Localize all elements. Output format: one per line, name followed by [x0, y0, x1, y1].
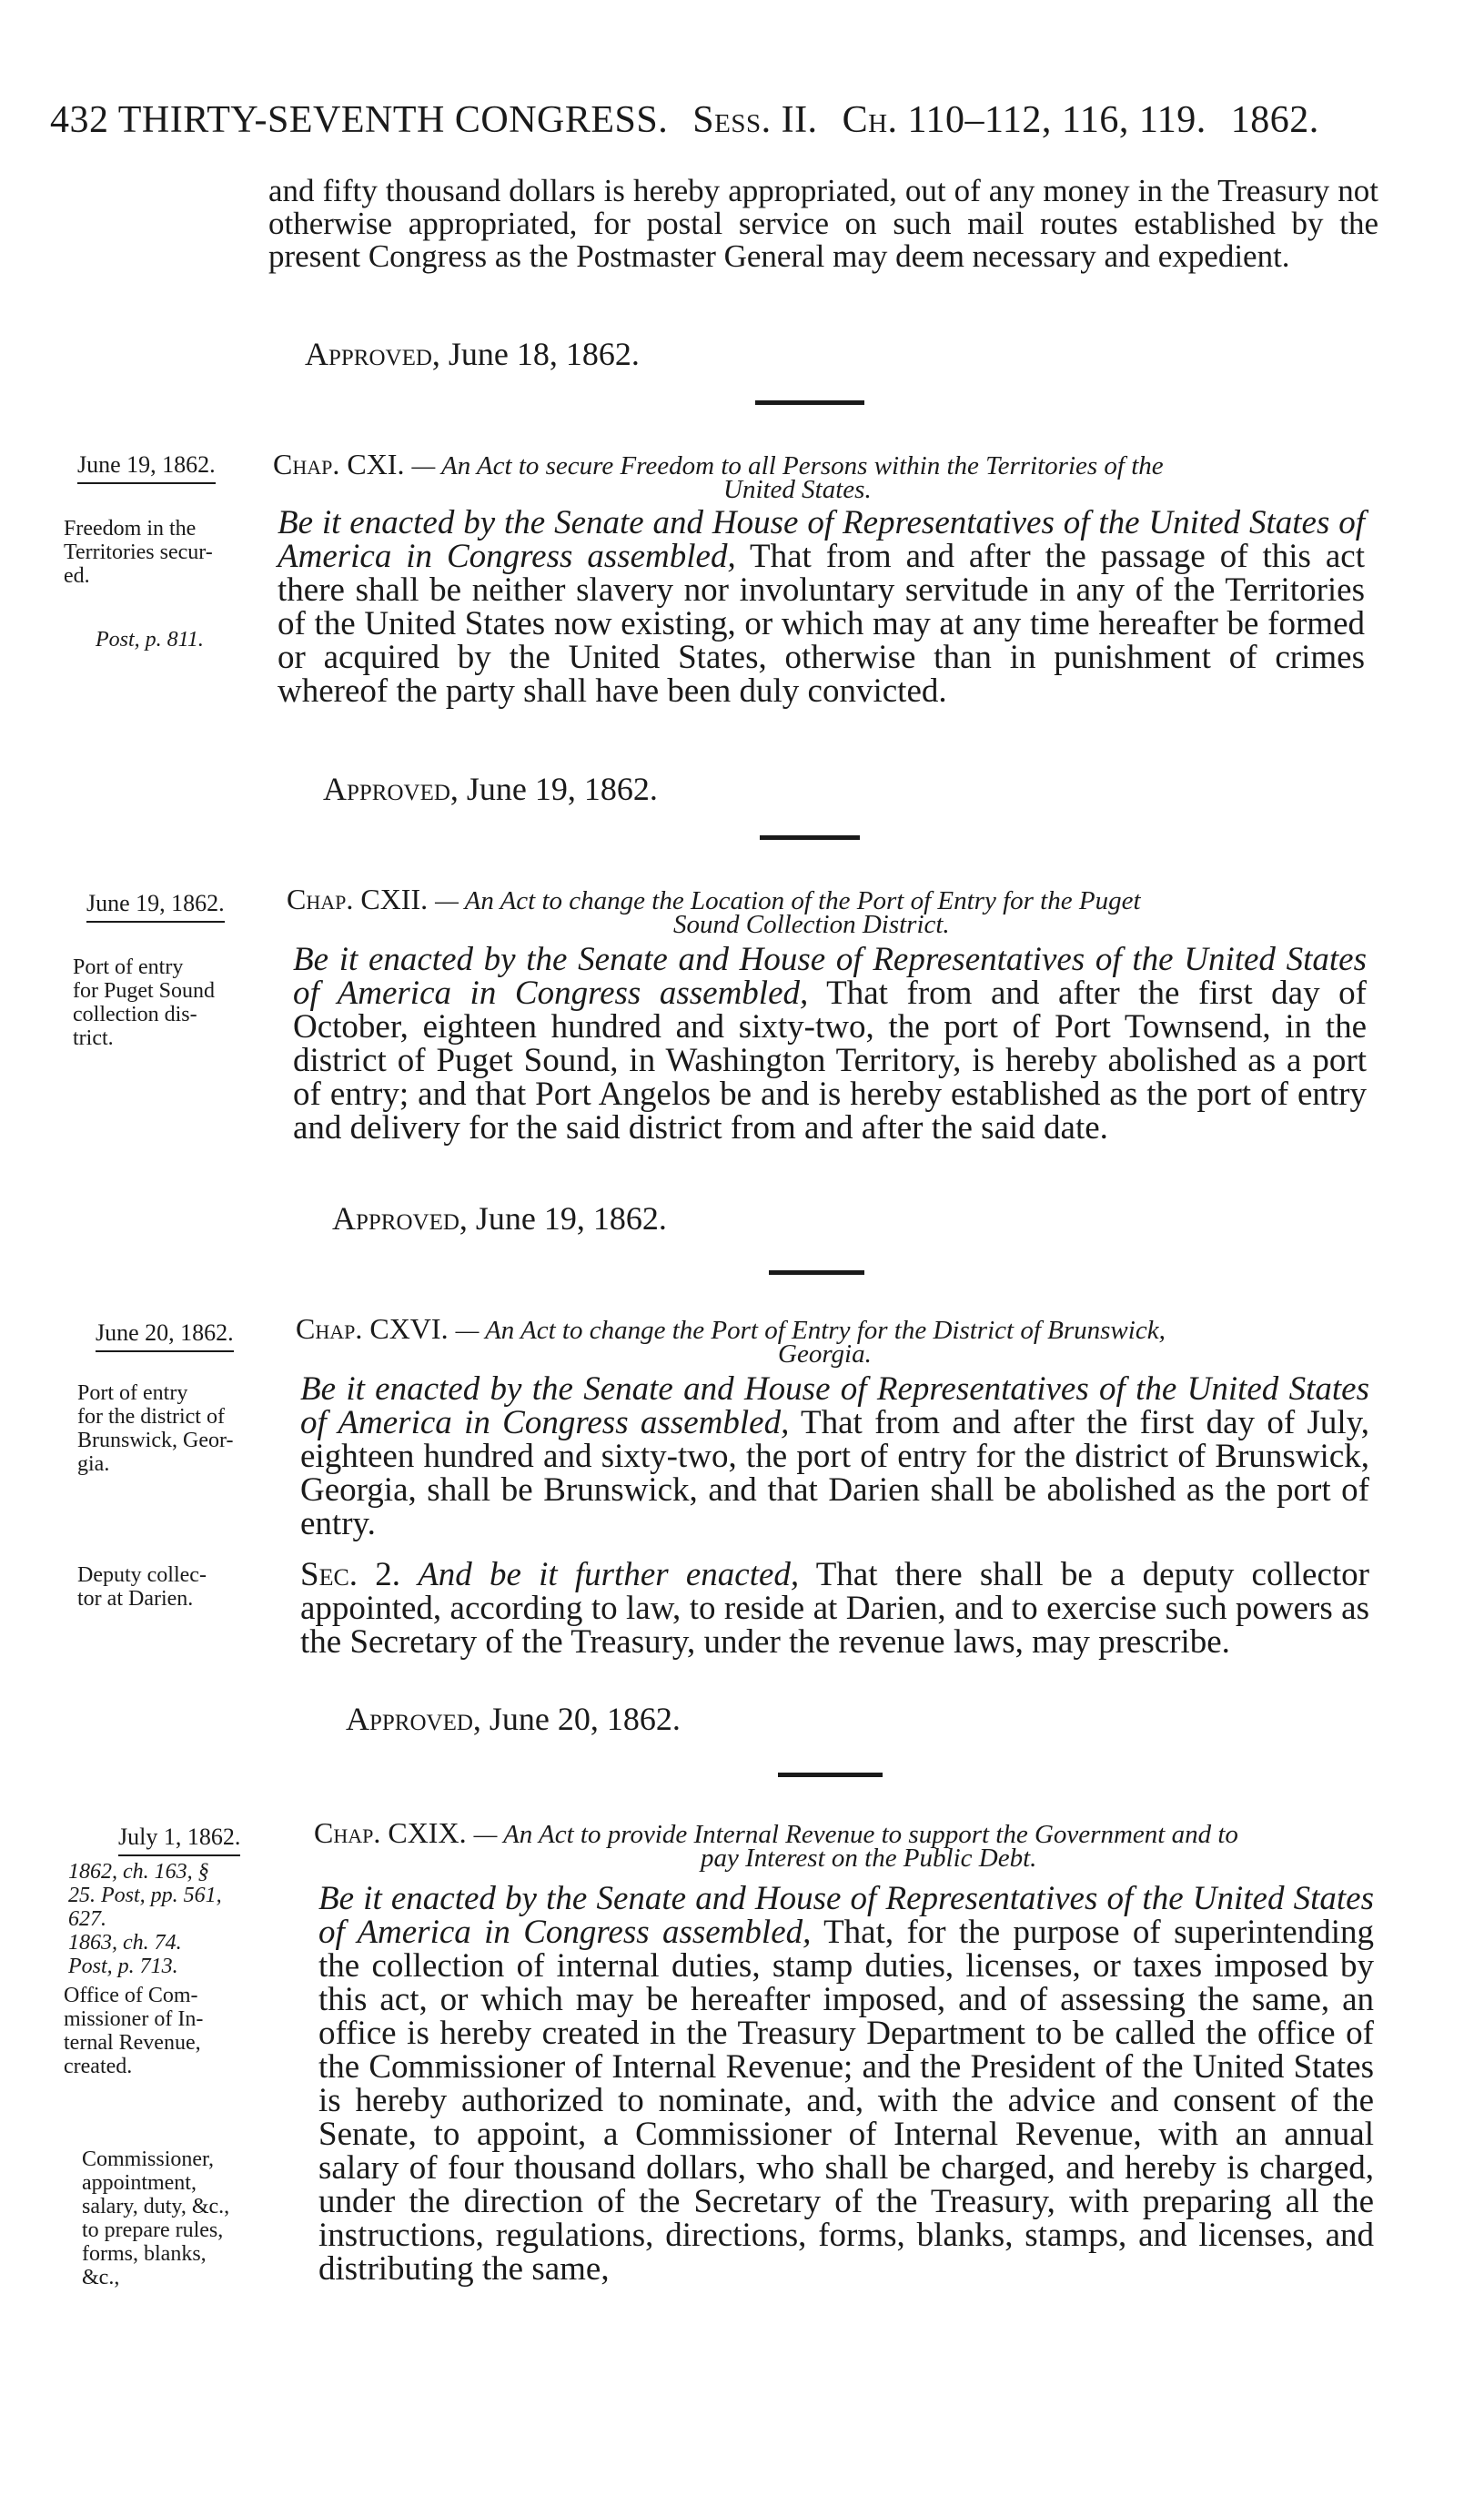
approved-line-3: Approved, June 19, 1862. [332, 1200, 667, 1237]
approved-line-1: Approved, June 18, 1862. [305, 336, 640, 372]
chap112-date: June 19, 1862. [86, 890, 225, 923]
chap119-title-cont: pay Interest on the Public Debt. [701, 1844, 1037, 1873]
chap111-margin-note: Freedom in the Territories secur- ed. [64, 517, 213, 588]
chap116-heading: Chap. CXVI. — An Act to change the Port of Entry for the District of Brunswick, [296, 1312, 1166, 1345]
chap112-heading: Chap. CXII. — An Act to change the Location of the Port of Entry for the Puget [287, 883, 1141, 915]
section-rule [760, 835, 860, 840]
section-rule [769, 1270, 864, 1275]
chap112-title-cont: Sound Collection District. [673, 910, 950, 939]
chapters-label: Ch. 110–112, 116, 119. [842, 99, 1206, 141]
section-rule [755, 400, 864, 405]
section-rule [778, 1773, 883, 1777]
chap116-sec2-body: Sec. 2. And be it further enacted, That there shall be a deputy collector appointed, according to law, to reside at Darien, and to exercise such powers as the Secretary of the Treasury, under the revenue laws, may prescribe. [300, 1556, 1369, 1661]
chap111-body: Be it enacted by the Senate and House of Representatives of the United States of America in Congress assembled, That from and after the passage of this act there shall be neither slavery nor involuntary servitude in any of the Territories of the United States now existing, or which may at any time hereafter be formed or acquired by the United States, otherwise than in punishment of crimes whereof the party shall have been duly convicted. [278, 504, 1365, 710]
page-number: 432 [50, 99, 109, 141]
chap111-post-note: Post, p. 811. [96, 628, 204, 652]
chap112-body: Be it enacted by the Senate and House of Representatives of the United States of America in Congress assembled, That from and after the first day of October, eighteen hundred and sixty-two, the port of Port Townsend, in the district of Puget Sound, in Washington Territory, is hereby abolished as a port of entry; and that Port Angelos be and is hereby established as the port of entry and delivery for the said district from and after the said date. [293, 941, 1367, 1147]
chap116-title-cont: Georgia. [778, 1339, 872, 1369]
continuation-paragraph [268, 175, 1378, 273]
chap111-date: June 19, 1862. [77, 451, 216, 484]
chap119-heading: Chap. CXIX. — An Act to provide Internal Revenue to support the Government and to [314, 1816, 1238, 1849]
session-label: Sess. II. [692, 99, 818, 141]
chap119-citations: 1862, ch. 163, § 25. Post, pp. 561, 627. 1863, ch. 74. Post, p. 713. [68, 1860, 222, 1978]
chap119-date: July 1, 1862. [118, 1824, 240, 1856]
approved-line-2: Approved, June 19, 1862. [323, 771, 658, 807]
running-header [50, 98, 1324, 142]
chap116-body: Be it enacted by the Senate and House of Representatives of the United States of America in Congress assembled, That from and after the first day of July, eighteen hundred and sixty-two, the port of entry for the district of Brunswick, Georgia, shall be Brunswick, and that Darien shall be abolished as the port of entry. [300, 1370, 1369, 1542]
approved-line-4: Approved, June 20, 1862. [346, 1701, 681, 1737]
chap119-body: Be it enacted by the Senate and House of Representatives of the United States of America in Congress assembled, That, for the purpose of superintending the collection of internal duties, stamp duties, licenses, or taxes imposed by this act, or which may be hereafter imposed, and of assessing the same, an office is hereby created in the Treasury Department to be called the office of the Commissioner of Internal Revenue; and the President of the United States is hereby authorized to nominate, and, with the advice and consent of the Senate, to appoint, a Commissioner of Internal Revenue, with an annual salary of four thousand dollars, who shall be charged, and hereby is charged, under the direction of the Secretary of the Treasury, with preparing all the instructions, regulations, directions, forms, blanks, stamps, and licenses, and distributing the same, [318, 1880, 1374, 2288]
chap116-date: June 20, 1862. [96, 1319, 234, 1352]
chap119-commissioner-note: Commissioner, appointment, salary, duty, &c., to prepare rules, forms, blanks, &c., [82, 2147, 230, 2289]
chap119-office-note: Office of Com- missioner of In- ternal Revenue, created. [64, 1984, 204, 2078]
continuation-text: and fifty thousand dollars is hereby appropriated, out of any money in the Treasury not otherwise appropriated, for postal service on such mail routes established by the present Congress as the Postmaster General may deem necessary and expedient. [268, 173, 1378, 274]
chap111-title-cont: United States. [723, 475, 872, 504]
chap111-heading: Chap. CXI. — An Act to secure Freedom to all Persons within the Territories of the [273, 448, 1164, 480]
header-year: 1862. [1230, 99, 1319, 141]
congress-title: THIRTY-SEVENTH CONGRESS. [117, 99, 669, 141]
chap116-margin-note: Port of entry for the district of Brunswick, Geor- gia. [77, 1381, 234, 1476]
chap112-margin-note: Port of entry for Puget Sound collection dis- trict. [73, 955, 215, 1050]
chap116-sec2-margin-note: Deputy collec- tor at Darien. [77, 1563, 207, 1611]
